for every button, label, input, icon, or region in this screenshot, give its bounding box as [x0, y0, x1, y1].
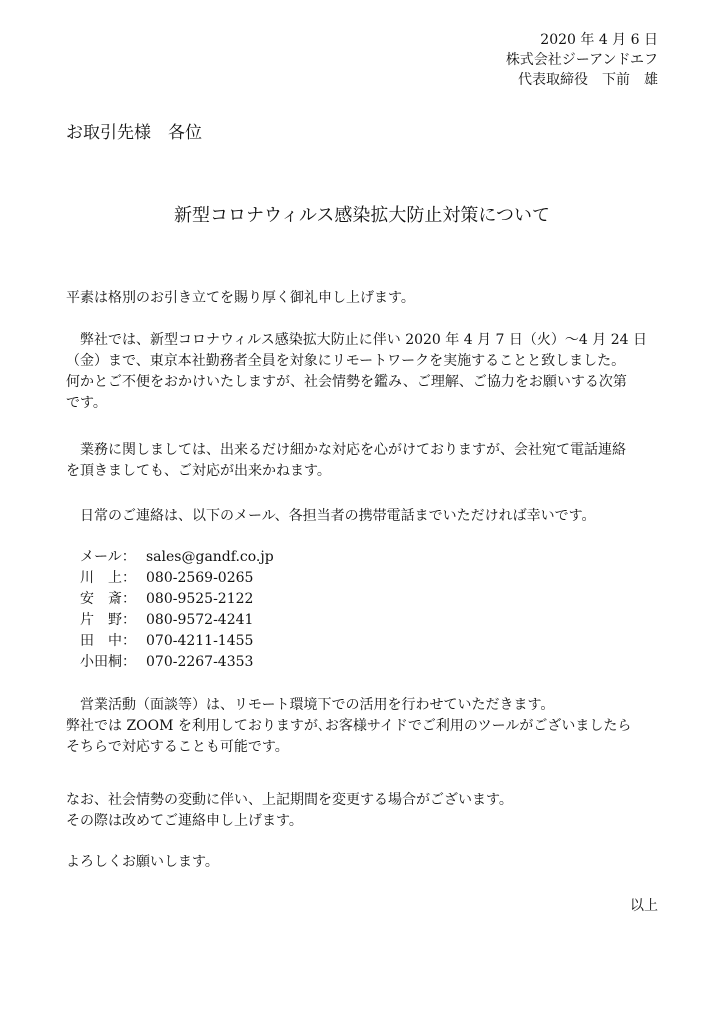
contact-row-odagiri: [80, 652, 680, 673]
closing-text: よろしくお願いします。: [66, 854, 219, 870]
contact-list: [80, 547, 680, 673]
paragraph-sales: [66, 695, 666, 758]
contact-label: 田 中：: [80, 633, 136, 649]
paragraph-remote-work-line-1: 弊社では、新型コロナウィルス感染拡大防止に伴い 2020 年 4 月 7 日（火）～4 月 24 日: [80, 332, 647, 348]
contact-label: 安 斎：: [80, 591, 136, 607]
paragraph-sales-line-1: 営業活動（面談等）は、リモート環境下での活用を行わせていただきます。: [80, 697, 555, 713]
paragraph-remote-work-line-3: 何かとご不便をおかけいたしますが、社会情勢を鑑み、ご理解、ご協力をお願いする次第: [66, 374, 627, 390]
contact-row-katano: [80, 610, 680, 631]
contact-phone: 080-9572-4241: [146, 612, 254, 628]
paragraph-phone: [66, 440, 666, 482]
company-name: 株式会社ジーアンドエフ: [505, 52, 658, 68]
contact-label: 小田桐：: [80, 654, 136, 670]
addressee: お取引先様 各位: [66, 123, 202, 143]
paragraph-phone-line-2: を頂きましても、ご対応が出来かねます。: [66, 463, 331, 479]
greeting-text: 平素は格別のお引き立てを賜り厚く御礼申し上げます。: [66, 290, 415, 306]
paragraph-notice-line-1: なお、社会情勢の変動に伴い、上記期間を変更する場合がございます。: [66, 792, 513, 808]
contact-intro-text: 日常のご連絡は、以下のメール、各担当者の携帯電話までいただければ幸いです。: [80, 508, 596, 524]
contact-phone: 080-2569-0265: [146, 570, 254, 586]
end-mark: 以上: [630, 898, 658, 914]
contact-email: sales@gandf.co.jp: [146, 549, 274, 565]
greeting-paragraph: [66, 288, 666, 309]
contact-row-email: [80, 547, 680, 568]
paragraph-sales-line-3: そちらで対応することも可能です。: [66, 739, 289, 755]
paragraph-notice-line-2: その際は改めてご連絡申し上げます。: [66, 813, 303, 829]
paragraph-remote-work-line-4: です。: [66, 395, 107, 411]
contact-phone: 070-2267-4353: [146, 654, 254, 670]
contact-row-kawakami: [80, 568, 680, 589]
contact-phone: 070-4211-1455: [146, 633, 254, 649]
contact-row-anzai: [80, 589, 680, 610]
contact-row-tanaka: [80, 631, 680, 652]
contact-label: 片 野：: [80, 612, 136, 628]
document-title: 新型コロナウィルス感染拡大防止対策について: [173, 205, 551, 226]
contact-label: メール：: [80, 549, 136, 565]
paragraph-remote-work-line-2: （金）まで、東京本社勤務者全員を対象にリモートワークを実施することと致しました。: [66, 353, 626, 369]
contact-label: 川 上：: [80, 570, 136, 586]
letter-header: [506, 30, 658, 90]
paragraph-remote-work: [66, 330, 666, 414]
representative-name: 代表取締役 下前 雄: [518, 72, 658, 88]
paragraph-sales-line-2: 弊社では ZOOM を利用しておりますが､お客様サイドでご利用のツールがございましたら: [66, 718, 632, 734]
closing-paragraph: [66, 852, 666, 873]
letter-date: 2020 年 4 月 6 日: [540, 32, 658, 48]
contact-phone: 080-9525-2122: [146, 591, 254, 607]
paragraph-phone-line-1: 業務に関しましては、出来るだけ細かな対応を心がけておりますが、会社宛て電話連絡: [80, 442, 626, 458]
paragraph-notice: [66, 790, 666, 832]
paragraph-contact-intro: [66, 506, 666, 527]
